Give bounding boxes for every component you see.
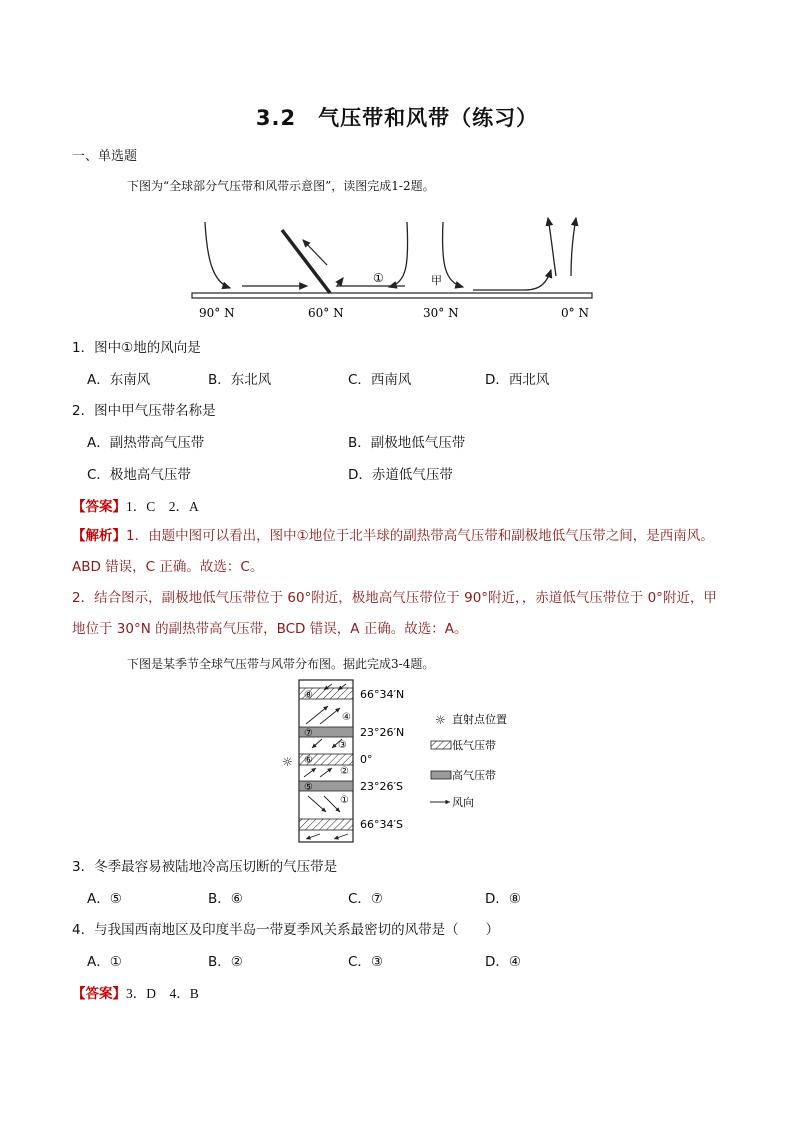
q3-option-b: B．⑥: [208, 891, 243, 907]
q1-option-b: B．东北风: [208, 372, 272, 388]
front-line: [282, 230, 330, 293]
wind-mark-2: ②: [340, 766, 349, 777]
q2-option-d: D．赤道低气压带: [348, 467, 453, 483]
answer-tag: 【答案】: [72, 499, 126, 515]
q2-option-a: A．副热带高气压带: [87, 435, 205, 451]
legend-sun-label: 直射点位置: [452, 713, 507, 726]
page-title: 3.2 气压带和风带（练习）: [255, 106, 539, 130]
wind-arrow: [443, 222, 463, 287]
band-mark-6: ⑥: [304, 755, 313, 766]
wind-arrow: [205, 222, 230, 288]
band-mark-8: ⑧: [304, 690, 313, 701]
q1-option-c: C．西南风: [348, 372, 412, 388]
wind-arrow: [389, 222, 408, 287]
ground-line: [192, 293, 592, 298]
band-mark-7: ⑦: [304, 728, 313, 739]
q1-option-d: D．西北风: [485, 372, 550, 388]
wind-mark-3: ③: [338, 740, 347, 751]
wind-arrow: [473, 270, 551, 290]
mark-1: ①: [373, 271, 384, 285]
lat-0: 0° N: [561, 306, 589, 320]
band-low-s: [299, 819, 353, 830]
wind-arrow: [548, 218, 556, 276]
answer-1: [72, 495, 199, 515]
q1-option-a: A．东南风: [87, 372, 151, 388]
pressure-wind-diagram-2: [280, 678, 520, 846]
q4-option-d: D．④: [485, 954, 521, 970]
lat-label-2: 23°26′N: [360, 726, 405, 739]
lat-label-3: 0°: [360, 753, 373, 766]
analysis-line-3: 2．结合图示，副极地低气压带位于 60°附近，极地高气压带位于 90°附近，，赤道低气压带位于 0°附近，甲: [72, 590, 717, 606]
lat-label-5: 66°34′S: [360, 818, 403, 831]
lat-90: 90° N: [199, 306, 235, 320]
wind-mark-4: ④: [342, 712, 351, 723]
answer-text: 3．D 4．B: [126, 986, 199, 1001]
analysis-line-1: 1．由题中图可以看出，图中①地位于北半球的副热带高气压带和副极地低气压带之间，是西南风。: [126, 528, 714, 544]
wind-arrow: [571, 218, 576, 276]
answer-text: 1．C 2．A: [126, 499, 199, 514]
legend-wind-label: 风向: [452, 796, 474, 809]
q3-option-c: C．⑦: [348, 891, 384, 907]
q2-option-c: C．极地高气压带: [87, 467, 191, 483]
band-mark-5: ⑤: [304, 782, 313, 793]
intro-2: 下图是某季节全球气压带与风带分布图。据此完成3-4题。: [127, 657, 435, 671]
legend-sun-icon: ☼: [435, 713, 446, 727]
pressure-wind-diagram-1: [185, 210, 605, 325]
section-heading: 一、单选题: [72, 149, 138, 164]
legend-high-label: 高气压带: [452, 769, 496, 782]
analysis-line-4: 地位于 30°N 的副热带高气压带，BCD 错误，A 正确。故选：A。: [72, 621, 468, 637]
question-2: 2．图中甲气压带名称是: [72, 403, 216, 419]
answer-2: [72, 982, 199, 1002]
q2-option-b: B．副极地低气压带: [348, 435, 466, 451]
lat-label-1: 66°34′N: [360, 688, 405, 701]
legend-low-swatch: [431, 741, 451, 749]
lat-30: 30° N: [423, 306, 459, 320]
q4-option-c: C．③: [348, 954, 384, 970]
lat-label-4: 23°26′S: [360, 780, 403, 793]
legend-high-swatch: [431, 771, 451, 779]
q3-option-d: D．⑧: [485, 891, 521, 907]
intro-1: 下图为“全球部分气压带和风带示意图”，读图完成1-2题。: [127, 179, 435, 193]
q4-option-b: B．②: [208, 954, 243, 970]
mark-jia: 甲: [431, 274, 442, 287]
legend-low-label: 低气压带: [452, 739, 496, 752]
analysis-tag: 【解析】: [72, 528, 126, 544]
sun-icon: ☼: [282, 755, 293, 769]
answer-tag: 【答案】: [72, 986, 126, 1002]
wind-mark-1: ①: [340, 795, 349, 806]
lat-60: 60° N: [308, 306, 344, 320]
question-1: 1．图中①地的风向是: [72, 340, 201, 356]
q4-option-a: A．①: [87, 954, 122, 970]
question-3: 3．冬季最容易被陆地冷高压切断的气压带是: [72, 859, 338, 875]
analysis-1: [72, 521, 732, 645]
analysis-line-2: ABD 错误，C 正确。故选：C。: [72, 559, 264, 575]
q3-option-a: A．⑤: [87, 891, 122, 907]
question-4: 4．与我国西南地区及印度半岛一带夏季风关系最密切的风带是（ ）: [72, 922, 500, 938]
